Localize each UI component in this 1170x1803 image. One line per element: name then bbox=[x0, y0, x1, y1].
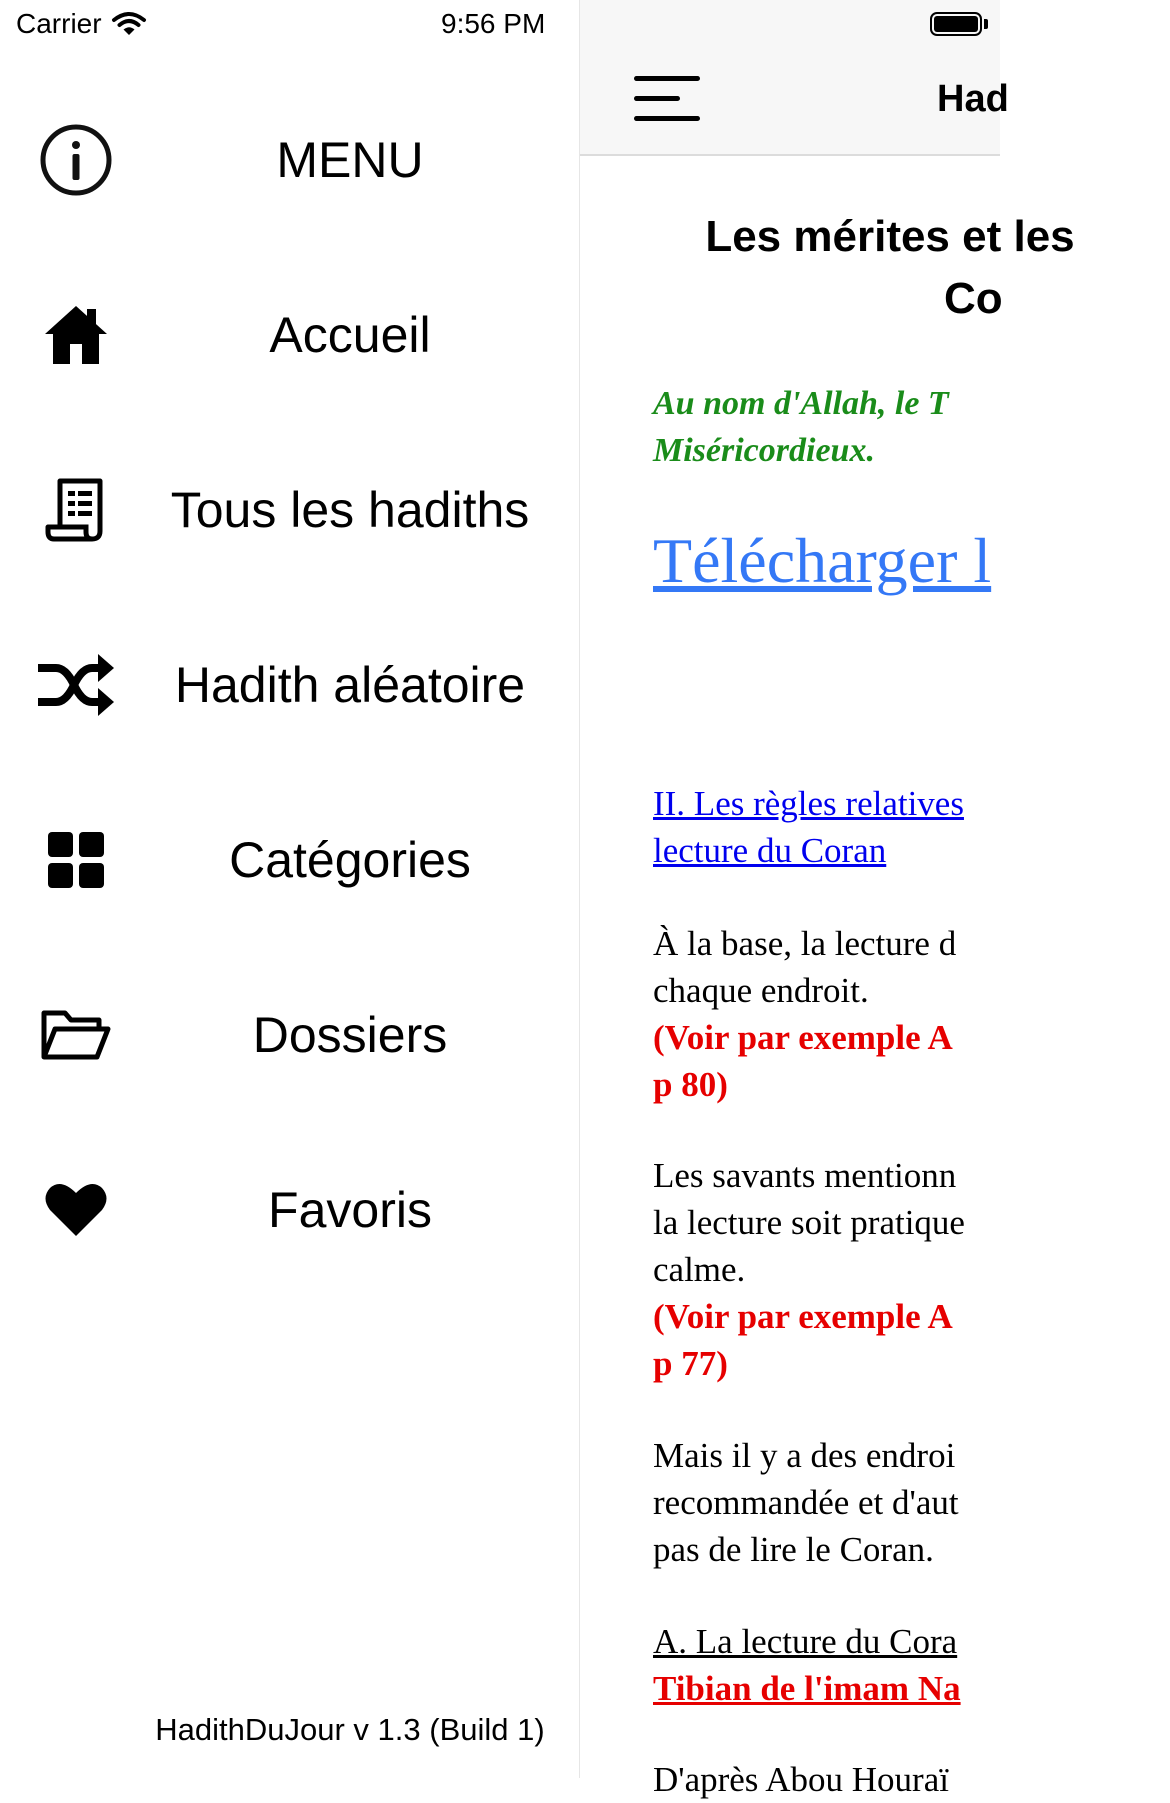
reference-line: p 77) bbox=[653, 1344, 728, 1383]
paragraph-line: chaque endroit. bbox=[653, 971, 869, 1010]
heart-icon bbox=[36, 1170, 116, 1250]
intro-line: Au nom d'Allah, le T bbox=[653, 385, 949, 422]
grid-icon bbox=[36, 820, 116, 900]
shuffle-icon bbox=[36, 645, 116, 725]
intro-line: Miséricordieux. bbox=[653, 432, 875, 469]
wifi-icon bbox=[112, 11, 146, 37]
app-version-label: HadithDuJour v 1.3 (Build 1) bbox=[155, 1712, 545, 1747]
paragraph-line: Mais il y a des endroi bbox=[653, 1436, 956, 1475]
section-link[interactable] bbox=[653, 780, 964, 874]
subsection-heading: A. La lecture du Cora bbox=[653, 1622, 958, 1661]
paragraph-line: À la base, la lecture d bbox=[653, 924, 957, 963]
info-icon bbox=[36, 120, 116, 200]
sidebar-item-dossiers[interactable] bbox=[0, 985, 580, 1085]
paragraph-line: calme. bbox=[653, 1250, 746, 1289]
sidebar-item-label: Dossiers bbox=[252, 1007, 448, 1063]
paragraph-1 bbox=[653, 920, 956, 1108]
paragraph-line: recommandée et d'aut bbox=[653, 1483, 959, 1522]
article-title bbox=[610, 206, 1170, 330]
navigation-bar bbox=[580, 0, 1009, 156]
sidebar-item-label: Accueil bbox=[269, 307, 431, 363]
reference-line: (Voir par exemple A bbox=[653, 1297, 953, 1336]
paragraph-line: pas de lire le Coran. bbox=[653, 1530, 934, 1569]
nav-title: Had bbox=[937, 78, 1009, 120]
paragraph-line: D'après Abou Houraï bbox=[653, 1760, 949, 1799]
battery-icon bbox=[930, 12, 982, 36]
carrier-label: Carrier bbox=[16, 8, 102, 39]
content-panel[interactable] bbox=[580, 0, 1075, 1799]
paragraph-line: la lecture soit pratique bbox=[653, 1203, 965, 1242]
sidebar-item-tous-les-hadiths[interactable] bbox=[0, 460, 580, 560]
home-icon bbox=[36, 295, 116, 375]
side-menu-drawer bbox=[0, 0, 580, 1778]
document-list-icon bbox=[36, 470, 116, 550]
sidebar-item-hadith-aleatoire[interactable] bbox=[0, 635, 580, 735]
paragraph-2 bbox=[653, 1152, 965, 1387]
sidebar-item-categories[interactable] bbox=[0, 810, 580, 910]
menu-header bbox=[0, 110, 580, 210]
download-link[interactable]: Télécharger l bbox=[653, 525, 992, 596]
status-bar-time: 9:56 PM bbox=[441, 8, 546, 39]
sidebar-item-label: Favoris bbox=[268, 1182, 432, 1238]
article-title-line: Les mérites et les bbox=[705, 212, 1075, 261]
reference-line: (Voir par exemple A bbox=[653, 1018, 953, 1057]
sidebar-item-label: Tous les hadiths bbox=[170, 482, 530, 538]
hamburger-icon[interactable] bbox=[632, 72, 702, 126]
section-link-line[interactable]: lecture du Coran bbox=[653, 831, 887, 870]
sidebar-item-favoris[interactable] bbox=[0, 1160, 580, 1260]
paragraph-3 bbox=[653, 1432, 959, 1573]
battery-tip bbox=[984, 19, 988, 29]
reference-line: p 80) bbox=[653, 1065, 728, 1104]
sidebar-item-label: Hadith aléatoire bbox=[174, 657, 526, 713]
sidebar-item-label: Catégories bbox=[229, 832, 471, 888]
subsection-reference: Tibian de l'imam Na bbox=[653, 1669, 961, 1708]
basmala-intro bbox=[653, 380, 949, 474]
section-link-line[interactable]: II. Les règles relatives bbox=[653, 784, 964, 823]
menu-header-label: MENU bbox=[276, 132, 424, 188]
folder-open-icon bbox=[36, 995, 116, 1075]
paragraph-line: Les savants mentionn bbox=[653, 1156, 957, 1195]
paragraph-4 bbox=[653, 1756, 949, 1803]
article-title-line: Co bbox=[944, 274, 1003, 323]
status-bar-carrier bbox=[16, 8, 146, 40]
sidebar-item-accueil[interactable] bbox=[0, 285, 580, 385]
subsection bbox=[653, 1618, 961, 1712]
